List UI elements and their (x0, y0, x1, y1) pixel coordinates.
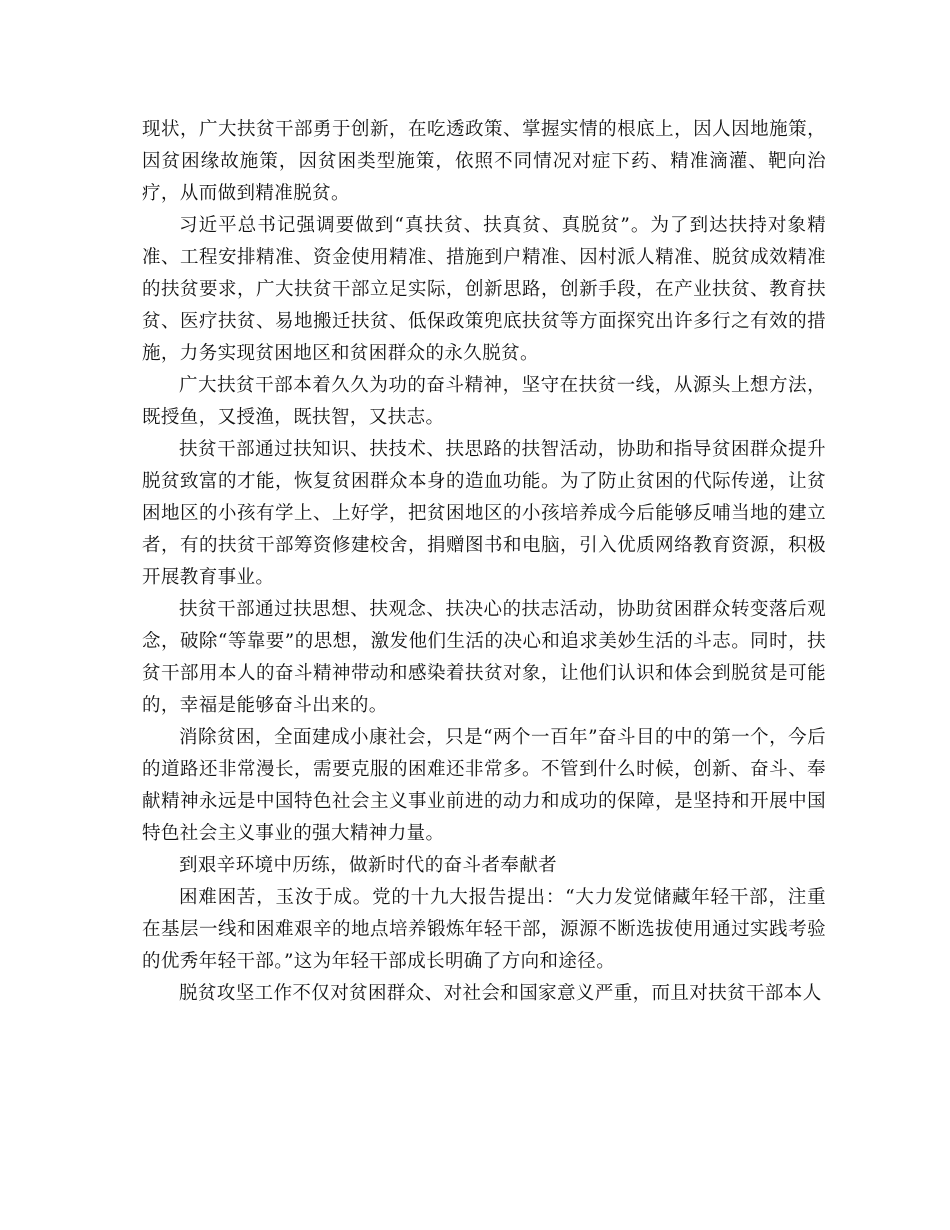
paragraph-3: 广大扶贫干部本着久久为功的奋斗精神，坚守在扶贫一线，从源头上想方法，既授鱼，又授渔，既扶智，又扶志。 (142, 375, 826, 428)
paragraph-2: 习近平总书记强调要做到“真扶贫、扶真贫、真脱贫”。为了到达扶持对象精准、工程安排精准、资金使用精准、措施到户精准、因村派人精准、脱贫成效精准的扶贫要求，广大扶贫干部立足实际，创新思路，创新手段，在产业扶贫、教育扶贫、医疗扶贫、易地搬迁扶贫、低保政策兜底扶贫等方面探究出许多行之有效的措施，力务实现贫困地区和贫困群众的永久脱贫。 (142, 215, 826, 364)
paragraph-7: 困难困苦，玉汝于成。党的十九大报告提出：“大力发觉储藏年轻干部，注重在基层一线和困难艰辛的地点培养锻炼年轻干部，源源不断选拔使用通过实践考验的优秀年轻干部。”这为年轻干部成长明确了方向和途径。 (142, 887, 826, 972)
document-body (142, 114, 826, 1010)
section-heading: 到艰辛环境中历练，做新时代的奋斗者奉献者 (179, 855, 558, 876)
paragraph-5: 扶贫干部通过扶思想、扶观念、扶决心的扶志活动，协助贫困群众转变落后观念，破除“等靠要”的思想，激发他们生活的决心和追求美妙生活的斗志。同时，扶贫干部用本人的奋斗精神带动和感染着扶贫对象，让他们认识和体会到脱贫是可能的，幸福是能够奋斗出来的。 (142, 599, 826, 716)
paragraph-4: 扶贫干部通过扶知识、扶技术、扶思路的扶智活动，协助和指导贫困群众提升脱贫致富的才能，恢复贫困群众本身的造血功能。为了防止贫困的代际传递，让贫困地区的小孩有学上、上好学，把贫困地区的小孩培养成今后能够反哺当地的建立者，有的扶贫干部筹资修建校舍，捐赠图书和电脑，引入优质网络教育资源，积极开展教育事业。 (142, 439, 826, 588)
paragraph-6: 消除贫困，全面建成小康社会，只是“两个一百年”奋斗目的中的第一个，今后的道路还非常漫长，需要克服的困难还非常多。不管到什么时候，创新、奋斗、奉献精神永远是中国特色社会主义事业前进的动力和成功的保障，是坚持和开展中国特色社会主义事业的强大精神力量。 (142, 727, 826, 844)
paragraph-8: 脱贫攻坚工作不仅对贫困群众、对社会和国家意义严重，而且对扶贫干部本人 (179, 983, 822, 1004)
paragraph-1: 现状，广大扶贫干部勇于创新，在吃透政策、掌握实情的根底上，因人因地施策，因贫困缘故施策，因贫困类型施策，依照不同情况对症下药、精准滴灌、靶向治疗，从而做到精准脱贫。 (142, 119, 826, 204)
